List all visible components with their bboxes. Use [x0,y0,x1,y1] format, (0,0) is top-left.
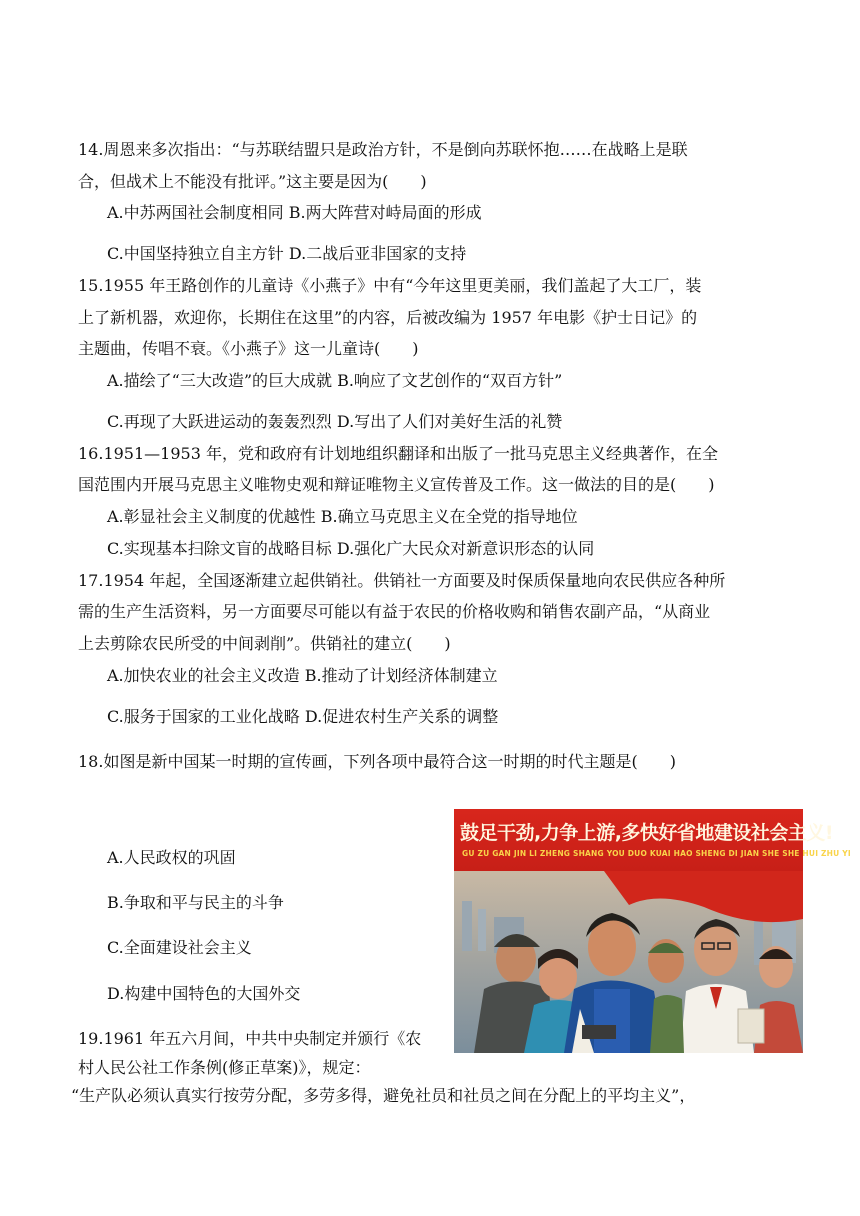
question-17-line-2: 需的生产生活资料，另一方面要尽可能以有益于农民的价格收购和销售农副产品，“从商业 [78,602,711,621]
question-18-line-1: 18.如图是新中国某一时期的宣传画，下列各项中最符合这一时期的时代主题是( ) [78,752,676,771]
question-14-line-1: 14.周恩来多次指出：“与苏联结盟只是政治方针，不是倒向苏联怀抱……在战略上是联 [78,140,688,159]
propaganda-poster-image [454,809,851,1053]
question-16-line-2: 国范围内开展马克思主义唯物史观和辩证唯物主义宣传普及工作。这一做法的目的是( ) [78,475,715,494]
question-19-line-3: “生产队必须认真实行按劳分配，多劳多得，避免社员和社员之间在分配上的平均主义”， [71,1086,696,1105]
question-18-option-a: A.人民政权的巩固 [107,848,236,867]
question-17-line-3: 上去剪除农民所受的中间剥削”。供销社的建立( ) [78,634,451,653]
question-16-option-ab: A.彰显社会主义制度的优越性 B.确立马克思主义在全党的指导地位 [107,507,578,526]
question-14-line-2: 合，但战术上不能没有批评。”这主要是因为( ) [78,172,427,191]
question-18-option-d: D.构建中国特色的大国外交 [107,984,301,1003]
question-14-option-cd: C.中国坚持独立自主方针 D.二战后亚非国家的支持 [107,244,467,263]
question-17-line-1: 17.1954 年起，全国逐渐建立起供销社。供销社一方面要及时保质保量地向农民供应各种所 [78,571,726,590]
question-15-line-1: 15.1955 年王路创作的儿童诗《小燕子》中有“今年这里更美丽，我们盖起了大工厂，装 [78,276,702,295]
question-19-line-1: 19.1961 年五六月间，中共中央制定并颁行《农 [78,1029,422,1048]
question-16-line-1: 16.1951—1953 年，党和政府有计划地组织翻译和出版了一批马克思主义经典著作，在全 [78,444,718,463]
question-19-line-2: 村人民公社工作条例(修正草案)》，规定： [78,1058,371,1077]
question-15-option-ab: A.描绘了“三大改造”的巨大成就 B.响应了文艺创作的“双百方针” [107,371,563,390]
question-15-line-2: 上了新机器，欢迎你，长期住在这里”的内容，后被改编为 1957 年电影《护士日记》的 [78,308,698,327]
question-17-option-cd: C.服务于国家的工业化战略 D.促进农村生产关系的调整 [107,707,499,726]
question-18-option-c: C.全面建设社会主义 [107,938,252,957]
question-18-option-b: B.争取和平与民主的斗争 [107,893,284,912]
poster-slogan-pinyin: GU ZU GAN JIN LI ZHENG SHANG YOU DUO KUAI HAO SHENG DI JIAN SHE SHE HUI ZHU YI [462,849,851,858]
question-16-option-cd: C.实现基本扫除文盲的战略目标 D.强化广大民众对新意识形态的认同 [107,539,595,558]
question-15-line-3: 主题曲，传唱不衰。《小燕子》这一儿童诗( ) [78,339,419,358]
question-17-option-ab: A.加快农业的社会主义改造 B.推动了计划经济体制建立 [107,666,498,685]
question-15-option-cd: C.再现了大跃进运动的轰轰烈烈 D.写出了人们对美好生活的礼赞 [107,412,563,431]
poster-slogan: 鼓足干劲,力争上游,多快好省地建设社会主义! [460,822,834,844]
question-14-option-ab: A.中苏两国社会制度相同 B.两大阵营对峙局面的形成 [107,203,482,222]
